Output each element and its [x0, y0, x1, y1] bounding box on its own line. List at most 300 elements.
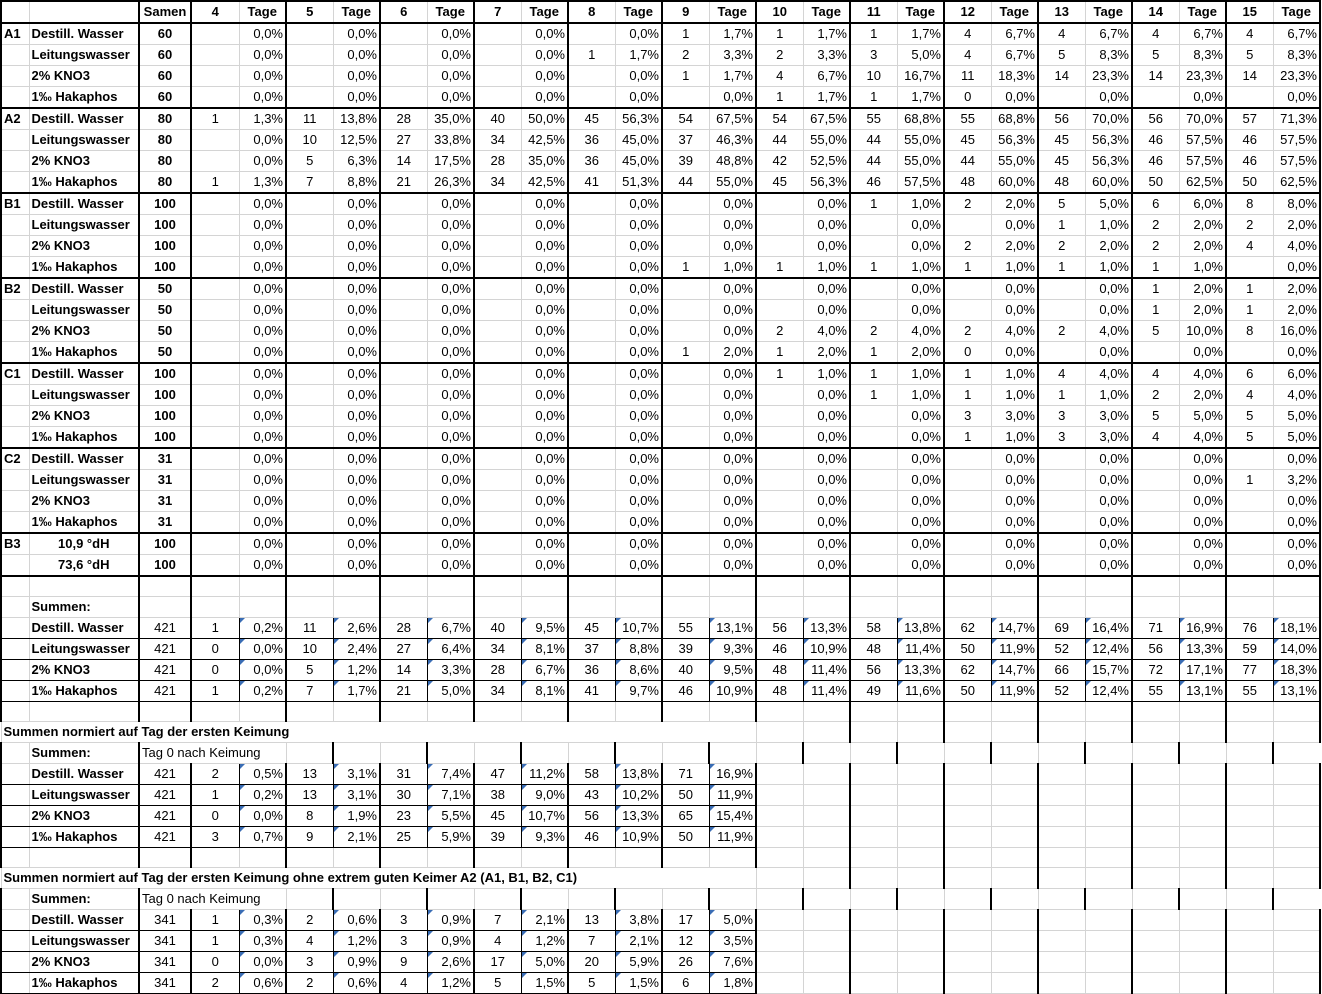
data-cell[interactable] [474, 215, 521, 236]
header-cell[interactable]: 6 [380, 1, 427, 23]
data-cell[interactable] [286, 342, 333, 364]
norm-cell[interactable]: 8 [286, 805, 333, 826]
data-cell[interactable] [944, 278, 991, 300]
data-cell[interactable]: 0,0% [333, 470, 380, 491]
row-label[interactable]: Leitungswasser [29, 470, 139, 491]
data-cell[interactable]: 0,0% [427, 363, 474, 385]
norm-cell[interactable]: 65 [662, 805, 709, 826]
data-cell[interactable] [662, 193, 709, 215]
norm-cell[interactable]: 7,4% [427, 763, 474, 784]
empty-cell[interactable] [850, 909, 897, 930]
data-cell[interactable]: 11 [286, 108, 333, 130]
empty-cell[interactable] [756, 847, 803, 867]
empty-cell[interactable] [709, 742, 756, 763]
data-cell[interactable]: 57 [1226, 108, 1273, 130]
empty-cell[interactable] [1, 576, 29, 596]
header-cell[interactable]: Tage [1179, 1, 1226, 23]
data-cell[interactable]: 100 [139, 215, 191, 236]
data-cell[interactable]: 0,0% [615, 427, 662, 449]
norm-cell[interactable]: 0,3% [239, 909, 286, 930]
sum-cell[interactable]: 6,4% [427, 638, 474, 659]
data-cell[interactable]: 5 [1038, 45, 1085, 66]
empty-cell[interactable] [709, 888, 756, 909]
data-cell[interactable] [191, 23, 239, 45]
data-cell[interactable] [1038, 278, 1085, 300]
row-label[interactable]: 1‰ Hakaphos [29, 680, 139, 701]
group-label[interactable] [1, 151, 29, 172]
data-cell[interactable]: 18,3% [991, 66, 1038, 87]
data-cell[interactable] [286, 533, 333, 555]
empty-cell[interactable] [897, 721, 944, 742]
data-cell[interactable]: 5,0% [1179, 406, 1226, 427]
empty-cell[interactable] [1132, 763, 1179, 784]
data-cell[interactable]: 50 [139, 342, 191, 364]
group-label[interactable] [1, 385, 29, 406]
sum-cell[interactable]: 5 [286, 659, 333, 680]
data-cell[interactable]: 1,0% [991, 257, 1038, 279]
data-cell[interactable]: 46 [1132, 130, 1179, 151]
empty-cell[interactable] [1226, 867, 1273, 888]
empty-cell[interactable] [803, 742, 850, 763]
empty-cell[interactable] [139, 596, 191, 617]
data-cell[interactable]: 0,0% [709, 533, 756, 555]
empty-cell[interactable] [850, 951, 897, 972]
data-cell[interactable]: 2,0% [1179, 300, 1226, 321]
data-cell[interactable]: 0,0% [333, 257, 380, 279]
empty-cell[interactable] [991, 826, 1038, 847]
header-cell[interactable]: 12 [944, 1, 991, 23]
empty-cell[interactable] [756, 596, 803, 617]
data-cell[interactable]: 3 [1038, 427, 1085, 449]
row-label[interactable]: 2% KNO3 [29, 66, 139, 87]
empty-cell[interactable] [944, 867, 991, 888]
data-cell[interactable]: 5 [1132, 321, 1179, 342]
data-cell[interactable]: 45 [1038, 130, 1085, 151]
empty-cell[interactable] [1179, 826, 1226, 847]
empty-cell[interactable] [1038, 721, 1085, 742]
data-cell[interactable]: 3 [944, 406, 991, 427]
data-cell[interactable]: 3,2% [1273, 470, 1320, 491]
data-cell[interactable]: 2 [850, 321, 897, 342]
data-cell[interactable] [944, 555, 991, 577]
sum-cell[interactable]: 17,1% [1179, 659, 1226, 680]
data-cell[interactable]: 0,0% [615, 87, 662, 109]
empty-cell[interactable] [944, 701, 991, 721]
empty-cell[interactable] [1085, 701, 1132, 721]
data-cell[interactable] [568, 87, 615, 109]
empty-cell[interactable] [1, 847, 29, 867]
data-cell[interactable]: 0,0% [427, 385, 474, 406]
data-cell[interactable]: 4,0% [1273, 236, 1320, 257]
empty-cell[interactable] [803, 826, 850, 847]
sum-cell[interactable]: 11,4% [897, 638, 944, 659]
data-cell[interactable]: 1 [191, 172, 239, 194]
empty-cell[interactable] [991, 701, 1038, 721]
norm-cell[interactable]: 9 [286, 826, 333, 847]
empty-cell[interactable] [427, 701, 474, 721]
data-cell[interactable]: 5 [1038, 193, 1085, 215]
empty-cell[interactable] [1, 701, 29, 721]
data-cell[interactable] [662, 236, 709, 257]
empty-cell[interactable] [897, 784, 944, 805]
empty-cell[interactable] [803, 888, 850, 909]
empty-cell[interactable] [286, 596, 333, 617]
norm-cell[interactable]: 341 [139, 951, 191, 972]
empty-cell[interactable] [1179, 888, 1226, 909]
data-cell[interactable]: 0,0% [991, 300, 1038, 321]
norm-cell[interactable]: 20 [568, 951, 615, 972]
corner-cell[interactable] [1, 1, 29, 23]
data-cell[interactable]: 0,0% [615, 385, 662, 406]
empty-cell[interactable] [991, 784, 1038, 805]
data-cell[interactable]: 0,0% [615, 236, 662, 257]
sum-cell[interactable]: 1 [191, 617, 239, 638]
norm-cell[interactable]: 1,8% [709, 972, 756, 993]
data-cell[interactable] [662, 87, 709, 109]
data-cell[interactable]: 1,7% [615, 45, 662, 66]
data-cell[interactable]: 2 [1038, 236, 1085, 257]
norm-cell[interactable]: 0,6% [239, 972, 286, 993]
data-cell[interactable]: 0,0% [1085, 342, 1132, 364]
norm-cell[interactable]: 13 [286, 784, 333, 805]
empty-cell[interactable] [286, 888, 333, 909]
norm-cell[interactable]: 421 [139, 805, 191, 826]
empty-cell[interactable] [1, 805, 29, 826]
empty-cell[interactable] [1, 659, 29, 680]
empty-cell[interactable] [756, 888, 803, 909]
norm-cell[interactable]: 45 [474, 805, 521, 826]
header-cell[interactable] [29, 1, 139, 23]
data-cell[interactable]: 4 [1038, 23, 1085, 45]
data-cell[interactable]: 45 [944, 130, 991, 151]
data-cell[interactable] [1038, 300, 1085, 321]
data-cell[interactable]: 0,0% [1179, 512, 1226, 534]
data-cell[interactable]: 4 [1226, 236, 1273, 257]
data-cell[interactable]: 0,0% [1085, 533, 1132, 555]
data-cell[interactable]: 100 [139, 406, 191, 427]
empty-cell[interactable] [850, 805, 897, 826]
empty-cell[interactable] [1179, 930, 1226, 951]
empty-cell[interactable] [615, 576, 662, 596]
data-cell[interactable] [474, 342, 521, 364]
norm-cell[interactable]: 1,2% [521, 930, 568, 951]
data-cell[interactable]: 0,0% [521, 257, 568, 279]
empty-cell[interactable] [568, 847, 615, 867]
row-label[interactable]: 10,9 °dH [29, 533, 139, 555]
data-cell[interactable] [474, 66, 521, 87]
data-cell[interactable] [756, 470, 803, 491]
data-cell[interactable] [380, 342, 427, 364]
empty-cell[interactable] [29, 576, 139, 596]
empty-cell[interactable] [474, 742, 521, 763]
empty-cell[interactable] [1273, 596, 1320, 617]
data-cell[interactable]: 2 [944, 193, 991, 215]
sum-cell[interactable]: 13,1% [709, 617, 756, 638]
data-cell[interactable]: 0,0% [615, 23, 662, 45]
data-cell[interactable] [662, 491, 709, 512]
row-label[interactable]: Leitungswasser [29, 45, 139, 66]
header-cell[interactable]: 5 [286, 1, 333, 23]
data-cell[interactable]: 50 [1226, 172, 1273, 194]
data-cell[interactable]: 0,0% [803, 491, 850, 512]
norm-cell[interactable]: 1 [191, 909, 239, 930]
data-cell[interactable]: 0,0% [239, 448, 286, 470]
data-cell[interactable] [850, 448, 897, 470]
norm-cell[interactable]: 3,1% [333, 784, 380, 805]
data-cell[interactable]: 0,0% [333, 66, 380, 87]
data-cell[interactable]: 0,0% [239, 193, 286, 215]
data-cell[interactable]: 5 [1226, 427, 1273, 449]
data-cell[interactable]: 0,0% [427, 300, 474, 321]
sum-cell[interactable]: 13,3% [1179, 638, 1226, 659]
data-cell[interactable] [1038, 342, 1085, 364]
sum-cell[interactable]: 1,2% [333, 659, 380, 680]
data-cell[interactable]: 0,0% [239, 87, 286, 109]
norm-cell[interactable]: 2,1% [521, 909, 568, 930]
sum-cell[interactable]: 77 [1226, 659, 1273, 680]
data-cell[interactable]: 0,0% [991, 342, 1038, 364]
data-cell[interactable] [1132, 470, 1179, 491]
empty-cell[interactable] [427, 576, 474, 596]
data-cell[interactable]: 36 [568, 151, 615, 172]
sum-cell[interactable]: 50 [944, 638, 991, 659]
data-cell[interactable]: 0,0% [1273, 87, 1320, 109]
data-cell[interactable] [474, 470, 521, 491]
norm-cell[interactable]: 341 [139, 909, 191, 930]
sum-cell[interactable]: 8,1% [521, 638, 568, 659]
data-cell[interactable] [474, 236, 521, 257]
sum-cell[interactable]: 56 [1132, 638, 1179, 659]
empty-cell[interactable] [944, 596, 991, 617]
group-label[interactable] [1, 406, 29, 427]
data-cell[interactable] [568, 427, 615, 449]
data-cell[interactable] [380, 278, 427, 300]
data-cell[interactable]: 0,0% [521, 385, 568, 406]
data-cell[interactable]: 0,0% [521, 23, 568, 45]
data-cell[interactable]: 13,8% [333, 108, 380, 130]
empty-cell[interactable] [756, 576, 803, 596]
data-cell[interactable]: 0,0% [427, 470, 474, 491]
data-cell[interactable]: 8,0% [1273, 193, 1320, 215]
data-cell[interactable]: 44 [850, 130, 897, 151]
empty-cell[interactable] [803, 930, 850, 951]
empty-cell[interactable] [1085, 888, 1132, 909]
data-cell[interactable] [662, 385, 709, 406]
empty-cell[interactable] [191, 596, 239, 617]
data-cell[interactable]: 0,0% [615, 470, 662, 491]
norm-cell[interactable]: 0,3% [239, 930, 286, 951]
empty-cell[interactable] [1038, 847, 1085, 867]
data-cell[interactable]: 1,7% [709, 23, 756, 45]
data-cell[interactable]: 54 [756, 108, 803, 130]
norm-cell[interactable]: 13 [568, 909, 615, 930]
data-cell[interactable] [756, 406, 803, 427]
sum-cell[interactable]: 16,9% [1179, 617, 1226, 638]
data-cell[interactable]: 0,0% [1179, 533, 1226, 555]
norm-cell[interactable]: 5 [568, 972, 615, 993]
data-cell[interactable]: 31 [139, 470, 191, 491]
data-cell[interactable] [662, 512, 709, 534]
sum-cell[interactable]: 0 [191, 659, 239, 680]
data-cell[interactable] [568, 533, 615, 555]
empty-cell[interactable] [29, 701, 139, 721]
norm-cell[interactable]: 11,9% [709, 784, 756, 805]
data-cell[interactable]: 2,0% [1179, 385, 1226, 406]
data-cell[interactable]: 0,0% [333, 533, 380, 555]
empty-cell[interactable] [991, 763, 1038, 784]
data-cell[interactable] [568, 23, 615, 45]
sum-cell[interactable]: 10,9% [803, 638, 850, 659]
sum-cell[interactable]: 41 [568, 680, 615, 701]
data-cell[interactable]: 67,5% [709, 108, 756, 130]
data-cell[interactable]: 4 [1132, 363, 1179, 385]
data-cell[interactable]: 16,0% [1273, 321, 1320, 342]
norm-cell[interactable]: 0,0% [239, 805, 286, 826]
empty-cell[interactable] [139, 847, 191, 867]
header-cell[interactable]: 14 [1132, 1, 1179, 23]
data-cell[interactable]: 0,0% [239, 45, 286, 66]
norm-cell[interactable]: 15,4% [709, 805, 756, 826]
group-label[interactable] [1, 66, 29, 87]
sum-cell[interactable]: 8,6% [615, 659, 662, 680]
empty-cell[interactable] [1038, 742, 1085, 763]
empty-cell[interactable] [239, 701, 286, 721]
data-cell[interactable]: 80 [139, 130, 191, 151]
data-cell[interactable]: 1 [850, 193, 897, 215]
row-label[interactable]: Destill. Wasser [29, 909, 139, 930]
data-cell[interactable] [1226, 555, 1273, 577]
norm-cell[interactable]: 9,3% [521, 826, 568, 847]
data-cell[interactable] [191, 342, 239, 364]
norm-cell[interactable]: 10,7% [521, 805, 568, 826]
empty-cell[interactable] [427, 847, 474, 867]
sum-cell[interactable]: 7 [286, 680, 333, 701]
data-cell[interactable]: 23,3% [1179, 66, 1226, 87]
sum-cell[interactable]: 13,3% [897, 659, 944, 680]
data-cell[interactable]: 0,0% [521, 215, 568, 236]
empty-cell[interactable] [1038, 596, 1085, 617]
empty-cell[interactable] [1038, 805, 1085, 826]
data-cell[interactable]: 56 [1132, 108, 1179, 130]
sum-cell[interactable]: 28 [380, 617, 427, 638]
data-cell[interactable] [662, 555, 709, 577]
norm-cell[interactable]: 5,0% [709, 909, 756, 930]
empty-cell[interactable] [1132, 930, 1179, 951]
group-label[interactable] [1, 321, 29, 342]
data-cell[interactable]: 1 [1132, 257, 1179, 279]
data-cell[interactable] [568, 257, 615, 279]
data-cell[interactable] [944, 533, 991, 555]
data-cell[interactable]: 1 [662, 66, 709, 87]
data-cell[interactable]: 0,0% [709, 427, 756, 449]
data-cell[interactable]: 62,5% [1273, 172, 1320, 194]
empty-cell[interactable] [521, 576, 568, 596]
norm-cell[interactable]: 4 [474, 930, 521, 951]
empty-cell[interactable] [944, 721, 991, 742]
empty-cell[interactable] [615, 742, 662, 763]
data-cell[interactable] [380, 385, 427, 406]
norm-cell[interactable]: 7 [568, 930, 615, 951]
empty-cell[interactable] [1273, 763, 1320, 784]
empty-cell[interactable] [1, 784, 29, 805]
empty-cell[interactable] [333, 888, 380, 909]
norm-cell[interactable]: 7,1% [427, 784, 474, 805]
data-cell[interactable]: 0,0% [427, 87, 474, 109]
empty-cell[interactable] [1226, 742, 1273, 763]
sum-cell[interactable]: 0,2% [239, 680, 286, 701]
data-cell[interactable]: 1 [850, 385, 897, 406]
data-cell[interactable]: 6,7% [991, 45, 1038, 66]
data-cell[interactable] [191, 257, 239, 279]
data-cell[interactable]: 2,0% [1179, 215, 1226, 236]
empty-cell[interactable] [1085, 784, 1132, 805]
row-label[interactable]: 1‰ Hakaphos [29, 257, 139, 279]
section-title[interactable]: Summen normiert auf Tag der ersten Keimung ohne extrem guten Keimer A2 (A1, B1, B2, C1) [1, 867, 756, 888]
empty-cell[interactable] [521, 742, 568, 763]
norm-cell[interactable]: 38 [474, 784, 521, 805]
data-cell[interactable]: 33,8% [427, 130, 474, 151]
empty-cell[interactable] [897, 867, 944, 888]
data-cell[interactable]: 57,5% [1179, 151, 1226, 172]
data-cell[interactable]: 55,0% [897, 130, 944, 151]
sum-cell[interactable]: 6,7% [521, 659, 568, 680]
sum-cell[interactable]: 55 [1226, 680, 1273, 701]
data-cell[interactable]: 0,0% [333, 321, 380, 342]
norm-cell[interactable]: 5,0% [521, 951, 568, 972]
data-cell[interactable]: 3 [1038, 406, 1085, 427]
data-cell[interactable]: 0,0% [427, 491, 474, 512]
norm-cell[interactable]: 9 [380, 951, 427, 972]
empty-cell[interactable] [1, 680, 29, 701]
empty-cell[interactable] [944, 847, 991, 867]
data-cell[interactable]: 2,0% [991, 193, 1038, 215]
empty-cell[interactable] [803, 763, 850, 784]
sum-cell[interactable]: 36 [568, 659, 615, 680]
data-cell[interactable]: 50 [139, 278, 191, 300]
sum-cell[interactable]: 8,1% [521, 680, 568, 701]
empty-cell[interactable] [897, 826, 944, 847]
data-cell[interactable]: 2,0% [709, 342, 756, 364]
data-cell[interactable]: 1 [850, 257, 897, 279]
group-label[interactable]: A1 [1, 23, 29, 45]
data-cell[interactable] [286, 193, 333, 215]
data-cell[interactable] [191, 45, 239, 66]
data-cell[interactable]: 2,0% [1179, 278, 1226, 300]
data-cell[interactable]: 1,7% [897, 87, 944, 109]
empty-cell[interactable] [1273, 951, 1320, 972]
data-cell[interactable]: 0,0% [897, 470, 944, 491]
data-cell[interactable]: 0,0% [427, 257, 474, 279]
data-cell[interactable]: 0,0% [1273, 533, 1320, 555]
group-label[interactable] [1, 342, 29, 364]
norm-cell[interactable]: 2 [286, 909, 333, 930]
data-cell[interactable] [286, 278, 333, 300]
data-cell[interactable]: 51,3% [615, 172, 662, 194]
empty-cell[interactable] [380, 596, 427, 617]
empty-cell[interactable] [568, 576, 615, 596]
header-cell[interactable]: Tage [239, 1, 286, 23]
data-cell[interactable]: 0,0% [615, 66, 662, 87]
sum-cell[interactable]: 9,3% [709, 638, 756, 659]
data-cell[interactable] [380, 470, 427, 491]
data-cell[interactable]: 0,0% [1273, 448, 1320, 470]
data-cell[interactable]: 0,0% [615, 321, 662, 342]
empty-cell[interactable] [1038, 576, 1085, 596]
norm-cell[interactable]: 46 [568, 826, 615, 847]
norm-cell[interactable]: 43 [568, 784, 615, 805]
data-cell[interactable] [286, 406, 333, 427]
empty-cell[interactable] [897, 930, 944, 951]
